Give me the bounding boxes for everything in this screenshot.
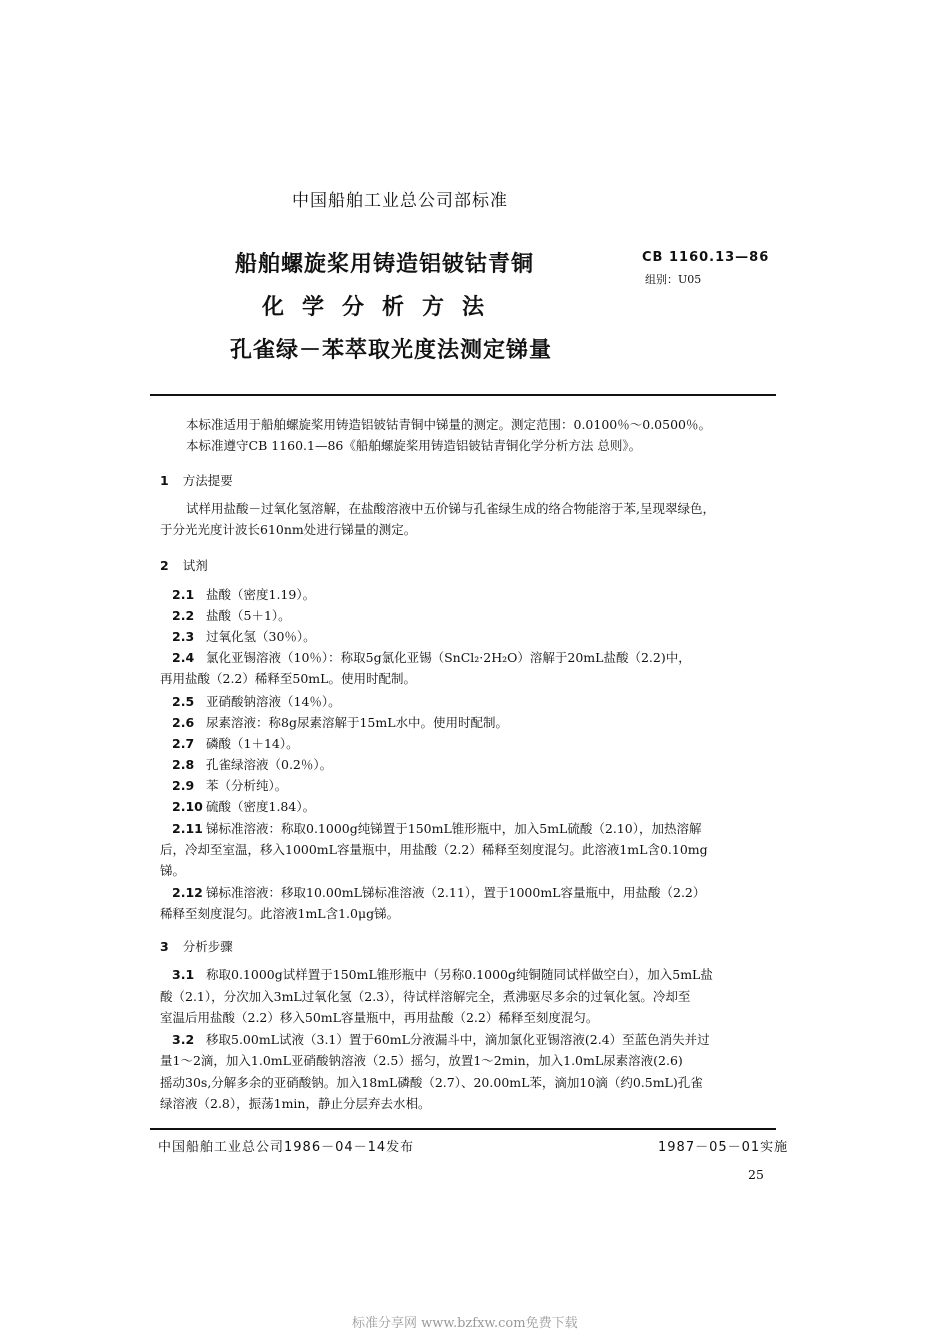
section-1-text: 试样用盐酸－过氧化氢溶解，在盐酸溶液中五价锑与孔雀绿生成的络合物能溶于苯,呈现翠绿色， bbox=[186, 501, 715, 516]
item-number: 2.9 bbox=[172, 778, 195, 793]
section-number: 1 bbox=[160, 473, 169, 488]
item-text: 锑标准溶液：移取10.00mL锑标准溶液（2.11），置于1000mL容量瓶中，用盐酸（2.2） bbox=[206, 885, 706, 900]
title-line-2: 化学分析方法 bbox=[262, 295, 503, 320]
item-text: 盐酸（5＋1）。 bbox=[206, 608, 291, 623]
item-text: 尿素溶液：称8g尿素溶解于15mL水中。使用时配制。 bbox=[206, 715, 509, 730]
item-text: 盐酸（密度1.19）。 bbox=[206, 587, 316, 602]
reagent-item bbox=[172, 607, 291, 625]
reagent-item bbox=[172, 586, 315, 604]
reagent-item bbox=[172, 884, 705, 902]
item-number: 2.6 bbox=[172, 715, 195, 730]
header-rule bbox=[150, 394, 776, 396]
step-item-cont: 摇动30s,分解多余的亚硝酸钠。加入18mL磷酸（2.7）、20.00mL苯，滴加10滴（约0.5mL)孔雀 bbox=[160, 1075, 703, 1090]
section-title: 分析步骤 bbox=[182, 939, 233, 954]
item-text: 称取0.1000g试样置于150mL锥形瓶中（另称0.1000g纯铜随同试样做空白），加入5mL盐 bbox=[206, 967, 713, 982]
section-title: 试剂 bbox=[182, 558, 208, 573]
item-text: 苯（分析纯）。 bbox=[206, 778, 288, 793]
item-text: 磷酸（1＋14）。 bbox=[206, 736, 299, 751]
step-item-cont: 室温后用盐酸（2.2）移入50mL容量瓶中，再用盐酸（2.2）稀释至刻度混匀。 bbox=[160, 1010, 599, 1025]
item-number: 2.1 bbox=[172, 587, 195, 602]
reagent-item bbox=[172, 649, 691, 667]
footer-rule bbox=[150, 1128, 776, 1130]
item-number: 2.11 bbox=[172, 821, 203, 836]
section-number: 2 bbox=[160, 558, 169, 573]
reagent-item bbox=[172, 693, 341, 711]
title-line-3: 孔雀绿－苯萃取光度法测定锑量 bbox=[230, 338, 553, 363]
reagent-item bbox=[172, 820, 701, 838]
item-number: 3.2 bbox=[172, 1032, 195, 1047]
reagent-item bbox=[172, 798, 315, 816]
reagent-item bbox=[172, 714, 508, 732]
item-text: 孔雀绿溶液（0.2％）。 bbox=[206, 757, 333, 772]
item-number: 2.3 bbox=[172, 629, 195, 644]
section-3-heading bbox=[160, 937, 233, 955]
item-number: 2.4 bbox=[172, 650, 195, 665]
item-text: 硫酸（密度1.84）。 bbox=[206, 799, 316, 814]
reagent-item-cont: 锑。 bbox=[160, 863, 186, 878]
step-item-cont: 绿溶液（2.8），振荡1min，静止分层弃去水相。 bbox=[160, 1096, 431, 1111]
issue-date: 中国船舶工业总公司1986－04－14发布 bbox=[158, 1140, 415, 1155]
section-title: 方法提要 bbox=[182, 473, 233, 488]
page-number: 25 bbox=[748, 1167, 764, 1182]
title-line-1: 船舶螺旋桨用铸造铝铍钴青铜 bbox=[235, 252, 535, 277]
standard-number: CB 1160.13—86 bbox=[642, 250, 770, 265]
item-text: 亚硝酸钠溶液（14％）。 bbox=[206, 694, 341, 709]
item-number: 2.8 bbox=[172, 757, 195, 772]
item-number: 2.7 bbox=[172, 736, 195, 751]
reagent-item bbox=[172, 735, 299, 753]
reagent-item-cont: 再用盐酸（2.2）稀释至50mL。使用时配制。 bbox=[160, 671, 416, 686]
section-2-heading bbox=[160, 556, 208, 574]
reagent-item-cont: 稀释至刻度混匀。此溶液1mL含1.0μg锑。 bbox=[160, 906, 400, 921]
item-number: 2.10 bbox=[172, 799, 203, 814]
reagent-item bbox=[172, 628, 316, 646]
item-number: 2.12 bbox=[172, 885, 203, 900]
item-text: 移取5.00mL试液（3.1）置于60mL分液漏斗中，滴加氯化亚锡溶液(2.4）至蓝色消失并过 bbox=[206, 1032, 710, 1047]
item-number: 2.2 bbox=[172, 608, 195, 623]
reagent-item bbox=[172, 756, 332, 774]
item-number: 3.1 bbox=[172, 967, 195, 982]
step-item bbox=[172, 966, 713, 984]
step-item-cont: 酸（2.1），分次加入3mL过氧化氢（2.3），待试样溶解完全，煮沸驱尽多余的过氧化氢。冷却至 bbox=[160, 989, 691, 1004]
section-1-text: 于分光光度计波长610nm处进行锑量的测定。 bbox=[160, 522, 417, 537]
item-text: 过氧化氢（30％）。 bbox=[206, 629, 316, 644]
group-code: 组别：U05 bbox=[645, 273, 702, 286]
org-standard-heading: 中国船舶工业总公司部标准 bbox=[292, 191, 508, 211]
compliance-text: 本标准遵守CB 1160.1—86《船舶螺旋桨用铸造铝铍钴青铜化学分析方法 总则》。 bbox=[186, 438, 642, 453]
reagent-item bbox=[172, 777, 287, 795]
watermark: 标准分享网 www.bzfxw.com免费下载 bbox=[352, 1316, 578, 1331]
scope-text: 本标准适用于船舶螺旋桨用铸造铝铍钴青铜中锑量的测定。测定范围：0.0100％～0.0500％。 bbox=[186, 417, 711, 432]
section-1-heading bbox=[160, 471, 233, 489]
step-item bbox=[172, 1031, 710, 1049]
item-number: 2.5 bbox=[172, 694, 195, 709]
item-text: 氯化亚锡溶液（10％）：称取5g氯化亚锡（SnCl₂·2H₂O）溶解于20mL盐酸（2.2)中， bbox=[206, 650, 691, 665]
effective-date: 1987－05－01实施 bbox=[658, 1140, 789, 1155]
reagent-item-cont: 后，冷却至室温，移入1000mL容量瓶中，用盐酸（2.2）稀释至刻度混匀。此溶液1mL含0.10mg bbox=[160, 842, 708, 857]
item-text: 锑标准溶液：称取0.1000g纯锑置于150mL锥形瓶中，加入5mL硫酸（2.10），加热溶解 bbox=[206, 821, 702, 836]
section-number: 3 bbox=[160, 939, 169, 954]
step-item-cont: 量1～2滴，加入1.0mL亚硝酸钠溶液（2.5）摇匀，放置1～2min，加入1.0mL尿素溶液(2.6) bbox=[160, 1053, 683, 1068]
